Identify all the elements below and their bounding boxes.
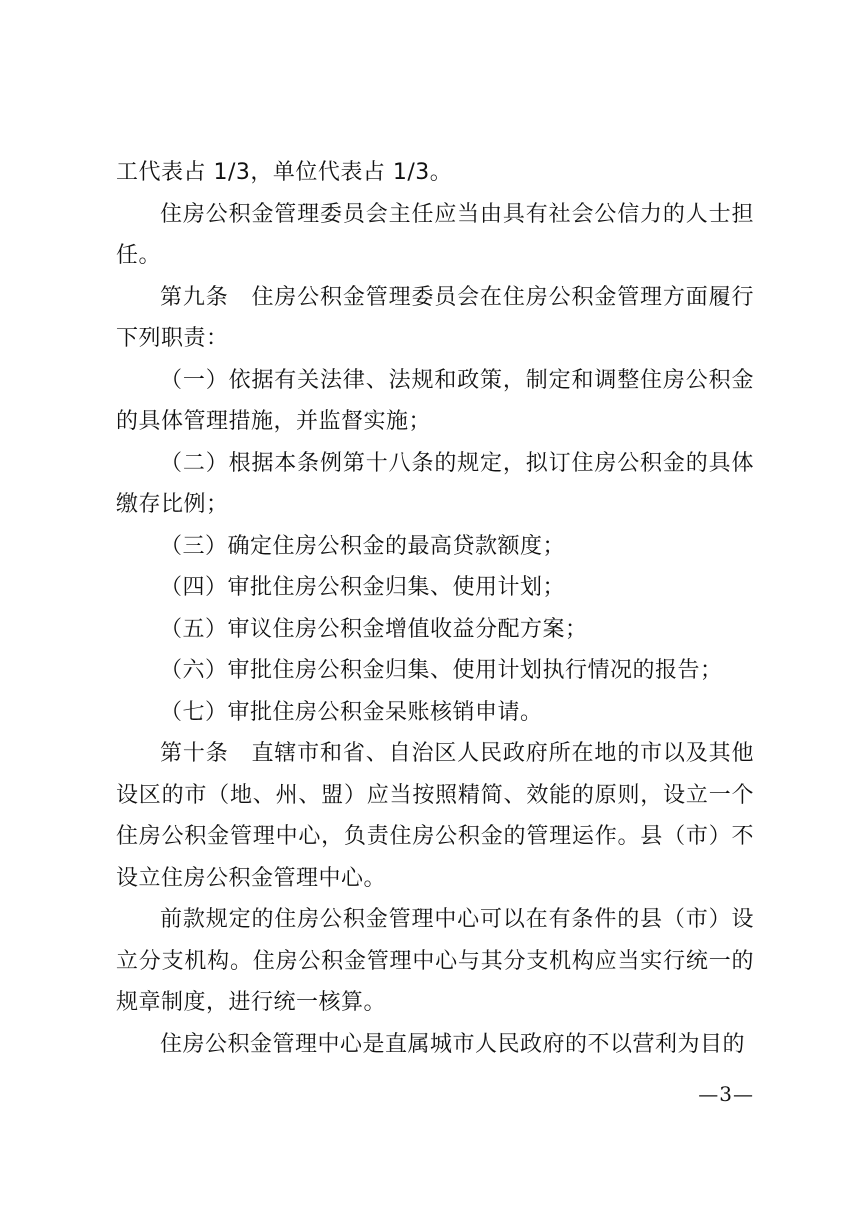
duty-item-4: （四）审批住房公积金归集、使用计划； <box>160 575 566 600</box>
duty-item-2: （二）根据本条例第十八条的规定，拟订住房公积金的具体缴存比例； <box>116 450 754 517</box>
duty-item-3: （三）确定住房公积金的最高贷款额度； <box>160 533 566 559</box>
page-number: —3— <box>698 1082 754 1106</box>
paragraph-center-nature: 住房公积金管理中心是直属城市人民政府的不以营利为目的 <box>160 1031 746 1057</box>
document-page <box>116 152 754 1065</box>
paragraph-branch-offices: 前款规定的住房公积金管理中心可以在有条件的县（市）设立分支机构。住房公积金管理中心与其分支机构应当实行统一的规章制度，进行统一核算。 <box>116 907 754 1015</box>
duty-item-7: （七）审批住房公积金呆账核销申请。 <box>160 699 543 725</box>
paragraph-2: 住房公积金管理委员会主任应当由具有社会公信力的人士担任。 <box>116 201 754 268</box>
article-9-heading: 第九条 住房公积金管理委员会在住房公积金管理方面履行下列职责： <box>116 284 754 351</box>
paragraph-1: 工代表占 1/3，单位代表占 1/3。 <box>116 160 453 185</box>
duty-item-5: （五）审议住房公积金增值收益分配方案； <box>160 616 588 642</box>
duty-item-6: （六）审批住房公积金归集、使用计划执行情况的报告； <box>160 658 723 683</box>
duty-item-1: （一）依据有关法律、法规和政策，制定和调整住房公积金的具体管理措施，并监督实施； <box>116 367 754 434</box>
article-10: 第十条 直辖市和省、自治区人民政府所在地的市以及其他设区的市（地、州、盟）应当按照精简、效能的原则，设立一个住房公积金管理中心，负责住房公积金的管理运作。县（市）不设立住房公积金管理中心。 <box>116 741 754 891</box>
